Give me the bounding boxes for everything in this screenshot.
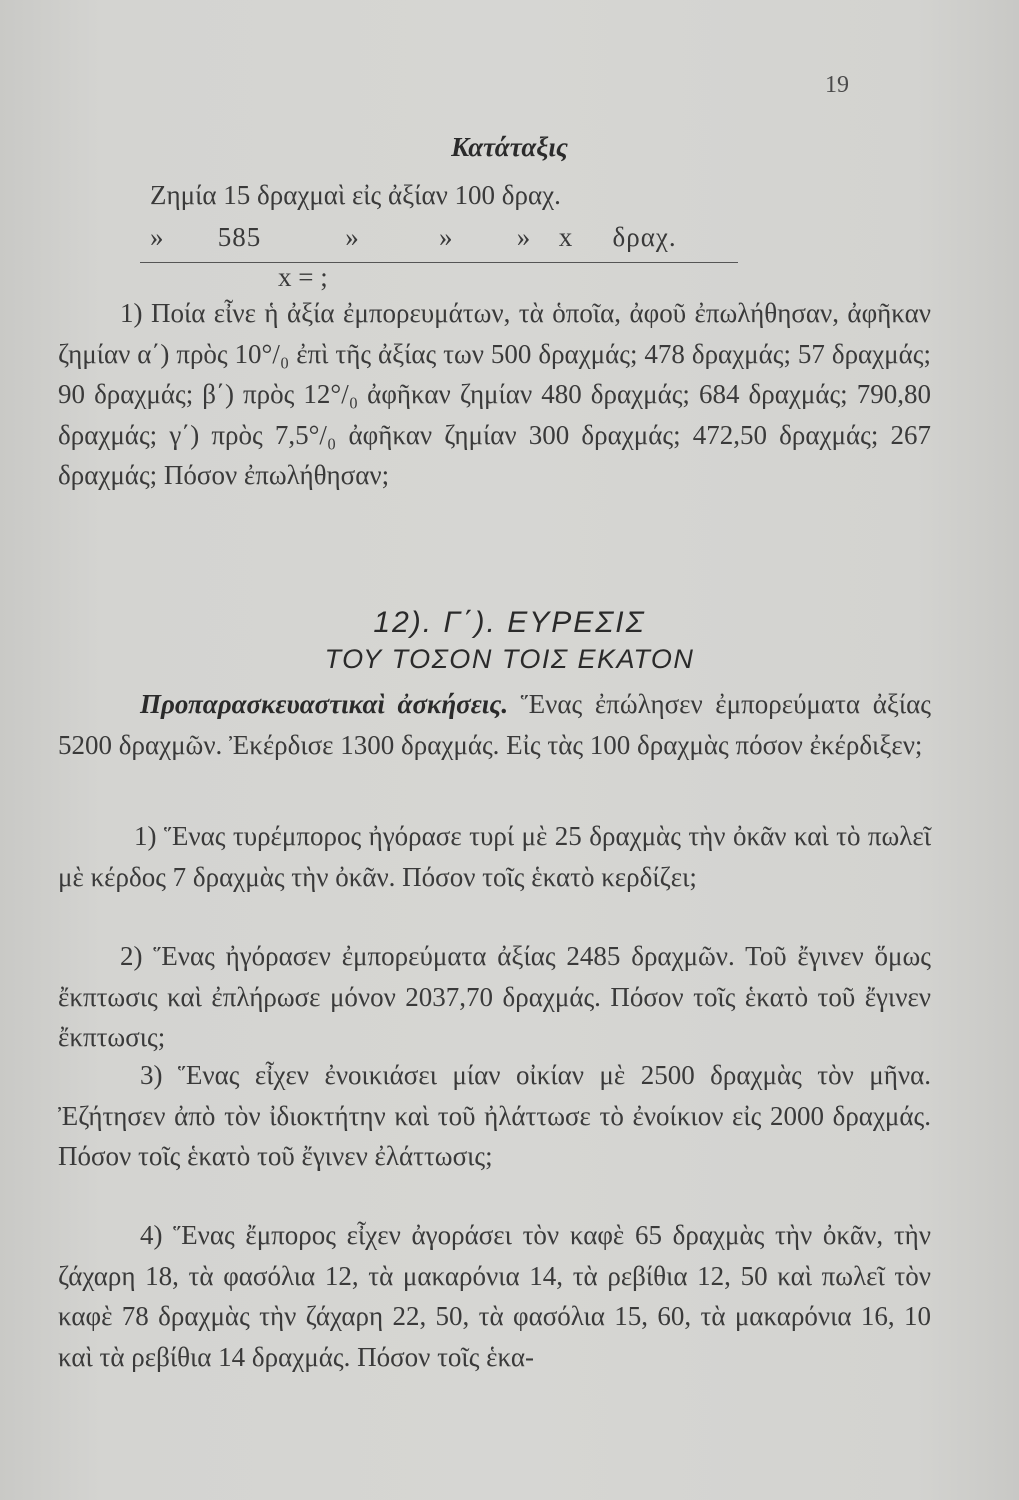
unknown-x: x (558, 222, 574, 252)
proportion-value: 585 (217, 222, 262, 252)
section-title: Κατάταξις (451, 132, 568, 162)
ditto-mark: » (516, 222, 532, 252)
problem-3: 3) Ἕνας εἶχεν ἐνοικιάσει μίαν οἰκίαν μὲ 2500 δραχμὰς τὸν μῆνα. Ἐζήτησεν ἀπὸ τὸν ἰδιοκτήτην καὶ τοῦ ἠλάττωσε τὸ ἐνοίκιον εἰς 2000 δραχμάς. Πόσον τοῖς ἑκατὸ τοῦ ἔγινεν ἐλάττωσις; (58, 1060, 931, 1171)
unit-label: δραχ. (612, 222, 677, 252)
exercise-1: 1) Ποία εἶνε ἡ ἀξία ἐμπορευμάτων, τὰ ὁποῖα, ἀφοῦ ἐπωλήθησαν, ἀφῆκαν ζημίαν α΄) πρὸς 10°/₀ ἐπὶ τῆς ἀξίας των 500 δραχμάς; 478 δραχμάς; 57 δραχμάς; 90 δραχμάς; β΄) πρὸς 12°/₀ ἀφῆκαν ζημίαν 480 δραχμάς; 684 δραχμάς; 790,80 δραχμάς; γ΄) πρὸς 7,5°/₀ ἀφῆκαν ζημίαν 300 δραχμάς; 472,50 δραχμάς; 267 δραχμάς; Πόσον ἐπωλήθησαν; (58, 298, 931, 490)
ditto-mark: » (439, 222, 454, 252)
ditto-mark: » (150, 222, 165, 252)
problem-2: 2) Ἕνας ἠγόρασεν ἐμπορεύματα ἀξίας 2485 δραχμῶν. Τοῦ ἔγινεν ὅμως ἔκπτωσις καὶ ἐπλήρωσε μόνον 2037,70 δραχμάς. Πόσον τοῖς ἑκατὸ τοῦ ἔγινεν ἔκπτωσις; (58, 941, 931, 1052)
fraction-rule (140, 262, 738, 263)
preparatory-lead: Προπαρασκευαστικαὶ ἀσκήσεις. (140, 689, 509, 719)
page-number: 19 (825, 72, 849, 98)
chapter-subheading: ΤΟΥ ΤΟΣΟΝ ΤΟΙΣ ΕΚΑΤΟΝ (324, 644, 695, 674)
proportion-line-2 (150, 222, 677, 253)
ditto-mark: » (345, 222, 360, 252)
preparatory-text: Ἕνας ἐπώλησεν ἐμπορεύματα ἀξίας 5200 δραχμῶν. Ἐκέρδισε 1300 δραχμάς. Εἰς τὰς 100 δραχμὰς πόσον ἐκέρδιξεν; (58, 689, 931, 760)
problem-1: 1) Ἕνας τυρέμπορος ἠγόρασε τυρί μὲ 25 δραχμὰς τὴν ὀκᾶν καὶ τὸ πωλεῖ μὲ κέρδος 7 δραχμὰς τὴν ὀκᾶν. Πόσον τοῖς ἑκατὸ κερδίζει; (58, 821, 931, 892)
preparatory-exercises (58, 684, 931, 765)
equation: x = ; (278, 262, 328, 292)
problem-4: 4) Ἕνας ἔμπορος εἶχεν ἀγοράσει τὸν καφὲ 65 δραχμὰς τὴν ὀκᾶν, τὴν ζάχαρη 18, τὰ φασόλια 12, τὰ μακαρόνια 14, τὰ ρεβίθια 12, 50 καὶ πωλεῖ τὸν καφὲ 78 δραχμὰς τὴν ζάχαρη 22, 50, τὰ φασόλια 15, 60, τὰ μακαρόνια 16, 10 καὶ τὰ ρεβίθια 14 δραχμάς. Πόσον τοῖς ἑκα- (58, 1220, 931, 1372)
proportion-line-1: Ζημία 15 δραχμαὶ εἰς ἀξίαν 100 δραχ. (150, 180, 561, 210)
chapter-heading: 12). Γ΄). ΕΥΡΕΣΙΣ (373, 606, 646, 639)
